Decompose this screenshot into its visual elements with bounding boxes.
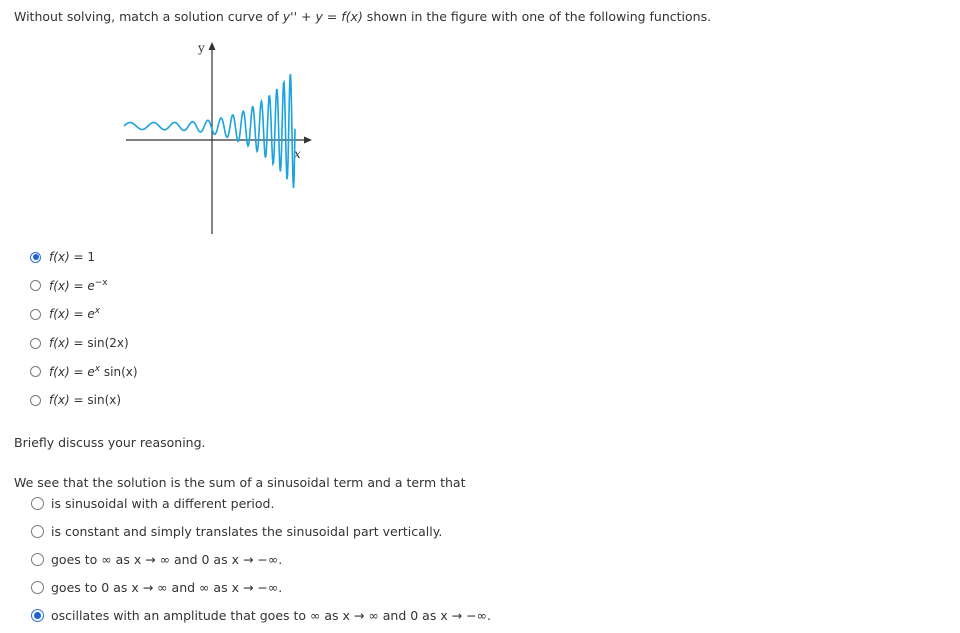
function-option[interactable] bbox=[30, 243, 138, 272]
function-option[interactable] bbox=[30, 386, 138, 415]
radio-button[interactable] bbox=[31, 525, 44, 538]
reasoning-option[interactable] bbox=[31, 601, 491, 629]
radio-button[interactable] bbox=[30, 338, 41, 349]
option-body: e bbox=[87, 307, 95, 322]
function-option[interactable] bbox=[30, 272, 138, 301]
radio-button[interactable] bbox=[31, 609, 44, 622]
option-lhs: f(x) = bbox=[49, 393, 88, 408]
discuss-prompt: Briefly discuss your reasoning. bbox=[14, 435, 206, 450]
option-lhs: f(x) = bbox=[49, 307, 88, 322]
radio-button[interactable] bbox=[30, 366, 41, 377]
option-lhs: f(x) = bbox=[49, 364, 88, 379]
radio-button[interactable] bbox=[30, 280, 41, 291]
option-lhs: f(x) = bbox=[49, 336, 88, 351]
option-body: sin(x) bbox=[87, 393, 122, 408]
reasoning-label: is sinusoidal with a different period. bbox=[51, 495, 275, 511]
option-body: e bbox=[87, 364, 95, 379]
question-text bbox=[14, 9, 711, 24]
question-equation: y'' + y = f(x) bbox=[282, 9, 363, 24]
radio-button[interactable] bbox=[30, 395, 41, 406]
question-prefix: Without solving, match a solution curve of bbox=[14, 9, 283, 24]
reasoning-label: goes to 0 as x → ∞ and ∞ as x → −∞. bbox=[51, 579, 283, 595]
question-suffix: shown in the figure with one of the following functions. bbox=[362, 9, 712, 24]
function-option[interactable] bbox=[30, 329, 138, 358]
reasoning-option[interactable] bbox=[31, 517, 491, 545]
reasoning-option[interactable] bbox=[31, 573, 491, 601]
x-axis-label: x bbox=[294, 147, 301, 161]
option-body: 1 bbox=[87, 250, 96, 265]
radio-button[interactable] bbox=[30, 252, 41, 263]
y-axis-arrow bbox=[209, 42, 216, 50]
option-lhs: f(x) = bbox=[49, 278, 88, 293]
y-axis-label: y bbox=[198, 41, 205, 55]
function-options bbox=[30, 243, 138, 415]
reasoning-options bbox=[31, 489, 491, 629]
option-exponent: x bbox=[94, 306, 101, 317]
reasoning-label: goes to ∞ as x → ∞ and 0 as x → −∞. bbox=[51, 551, 283, 567]
option-lhs: f(x) = bbox=[49, 250, 88, 265]
solution-curve bbox=[124, 74, 295, 188]
solution-curve-figure bbox=[118, 38, 318, 238]
reasoning-option[interactable] bbox=[31, 545, 491, 573]
reasoning-label: is constant and simply translates the sinusoidal part vertically. bbox=[51, 523, 443, 539]
function-option[interactable] bbox=[30, 300, 138, 329]
option-exponent: −x bbox=[94, 277, 108, 288]
reasoning-intro: We see that the solution is the sum of a sinusoidal term and a term that bbox=[14, 475, 466, 490]
option-body: e bbox=[87, 278, 95, 293]
option-exponent: x bbox=[94, 363, 101, 374]
radio-button[interactable] bbox=[30, 309, 41, 320]
option-body: sin(2x) bbox=[87, 336, 129, 351]
reasoning-option[interactable] bbox=[31, 489, 491, 517]
x-axis-arrow bbox=[304, 137, 312, 144]
radio-button[interactable] bbox=[31, 497, 44, 510]
function-option[interactable] bbox=[30, 357, 138, 386]
radio-button[interactable] bbox=[31, 553, 44, 566]
radio-button[interactable] bbox=[31, 581, 44, 594]
option-tail: sin(x) bbox=[100, 364, 138, 379]
reasoning-label: oscillates with an amplitude that goes to ∞ as x → ∞ and 0 as x → −∞. bbox=[51, 607, 491, 623]
